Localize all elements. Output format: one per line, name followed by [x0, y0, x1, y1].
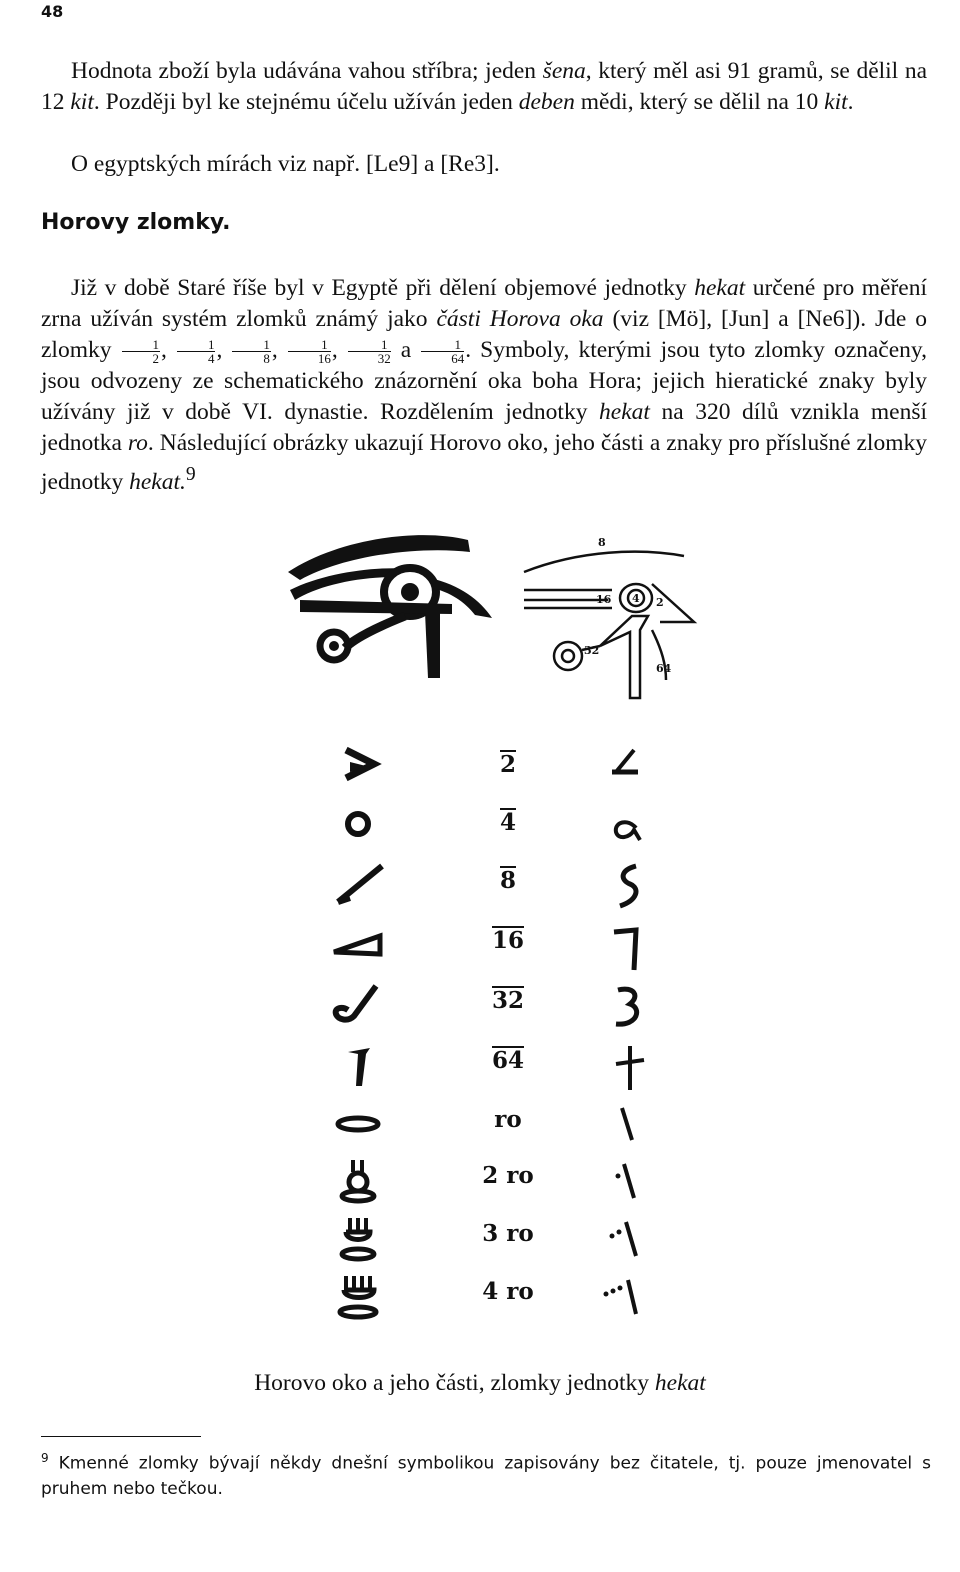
- footnote-rule: [41, 1436, 201, 1437]
- eye-label-4: 4: [632, 592, 640, 605]
- fraction-label: 4: [499, 809, 516, 836]
- table-row: [0, 1270, 900, 1322]
- table-row: [0, 978, 900, 1030]
- eye-half-icon: [320, 742, 420, 794]
- hieratic-half-icon: [590, 742, 670, 794]
- eyebrow-stroke-icon: [320, 858, 420, 910]
- hieratic-4ro-icon: [590, 1270, 670, 1322]
- paragraph-references: O egyptských mírách viz např. [Le9] a [Re3].: [71, 151, 500, 177]
- hieratic-3ro-icon: [590, 1212, 670, 1264]
- eye-label-16: 16: [596, 593, 612, 606]
- hieratic-ro-icon: [590, 1098, 670, 1150]
- fraction-thirtysecond: $\frac{1}{32}$: [348, 338, 391, 365]
- fraction-label: 2 ro: [482, 1162, 534, 1189]
- table-row: [0, 800, 900, 852]
- section-heading: Horovy zlomky.: [41, 210, 231, 235]
- fraction-quarter: $\frac{1}{4}$: [177, 338, 216, 365]
- figure-caption: Horovo oko a jeho části, zlomky jednotky hekat: [254, 1370, 706, 1396]
- table-row: [0, 1098, 900, 1150]
- hieratic-sixteenth-icon: [590, 918, 670, 970]
- table-row: [0, 858, 900, 910]
- hieratic-sixtyfourth-icon: [590, 1038, 670, 1090]
- fraction-eighth: $\frac{1}{8}$: [232, 338, 271, 365]
- fraction-label: 64: [491, 1047, 524, 1074]
- page-number: 48: [41, 2, 64, 21]
- hieratic-quarter-icon: [590, 800, 670, 852]
- table-row: [0, 918, 900, 970]
- eye-label-64: 64: [656, 662, 672, 675]
- eye-label-32: 32: [584, 644, 600, 657]
- eye-label-2: 2: [656, 596, 664, 609]
- hieratic-thirtysecond-icon: [590, 978, 670, 1030]
- fraction-label: 3 ro: [482, 1220, 534, 1247]
- hieratic-eighth-icon: [590, 858, 670, 910]
- fraction-label: 8: [499, 867, 516, 894]
- fraction-label: 32: [491, 987, 524, 1014]
- paragraph-intro: Hodnota zboží byla udávána vahou stříbra; jeden šena, který měl asi 91 gramů, se dělil na 12 kit. Později byl ke stejnému účelu užíván jeden deben mědi, který se dělil na 10 kit.: [41, 58, 927, 115]
- eye-label-8: 8: [598, 536, 606, 549]
- paragraph-horus-fractions: Již v době Staré říše byl v Egyptě při dělení objemové jednotky hekat určené pro měření zrna užíván systém zlomků známý jako části Horova oka (viz [Mö], [Jun] a [Ne6]). Jde o zlomky $\frac{1}{2}$ , $\frac{1}{4}$ , $\frac{1}{8}$ , $\frac{1}{16}$ , $\frac{1}{32}$ a $\frac{1}{64}$ . Symboly, kterými jsou tyto zlomky označeny, jsou odvozeny ze schematického znázornění oka boha Hora; jejich hieratické znaky byly užívány již v době VI. dynastie. Rozdělením jednotky hekat na 320 dílů vznikla menší jednotka ro. Následující obrázky ukazují Horovo oko, jeho části a znaky pro příslušné zlomky jednotky hekat.$^9$: [41, 275, 928, 495]
- spiral-icon: [320, 978, 420, 1030]
- mouth-oval-icon: [320, 1098, 420, 1150]
- table-row: [0, 1038, 900, 1090]
- table-row: [0, 742, 900, 794]
- fraction-label: ro: [494, 1106, 522, 1133]
- mouth-two-strokes-icon: [320, 1154, 420, 1206]
- fraction-label: 2: [499, 751, 516, 778]
- hieratic-2ro-icon: [590, 1154, 670, 1206]
- fraction-half: $\frac{1}{2}$: [122, 338, 161, 365]
- fraction-label: 4 ro: [482, 1278, 534, 1305]
- table-row: [0, 1212, 900, 1264]
- fraction-sixteenth: $\frac{1}{16}$: [288, 338, 331, 365]
- eye-corner-icon: [320, 918, 420, 970]
- fraction-sixtyfourth: $\frac{1}{64}$: [421, 338, 464, 365]
- fraction-label: 16: [491, 927, 524, 954]
- mouth-three-strokes-icon: [320, 1212, 420, 1264]
- pupil-circle-icon: [320, 800, 420, 852]
- tear-stroke-icon: [320, 1038, 420, 1090]
- mouth-four-strokes-icon: [320, 1270, 420, 1322]
- table-row: [0, 1154, 900, 1206]
- footnote: $^9$ Kmenné zlomky bývají někdy dnešní symbolikou zapisovány bez čitatele, tj. pouze jmenovatel s pruhem nebo tečkou.: [41, 1451, 931, 1499]
